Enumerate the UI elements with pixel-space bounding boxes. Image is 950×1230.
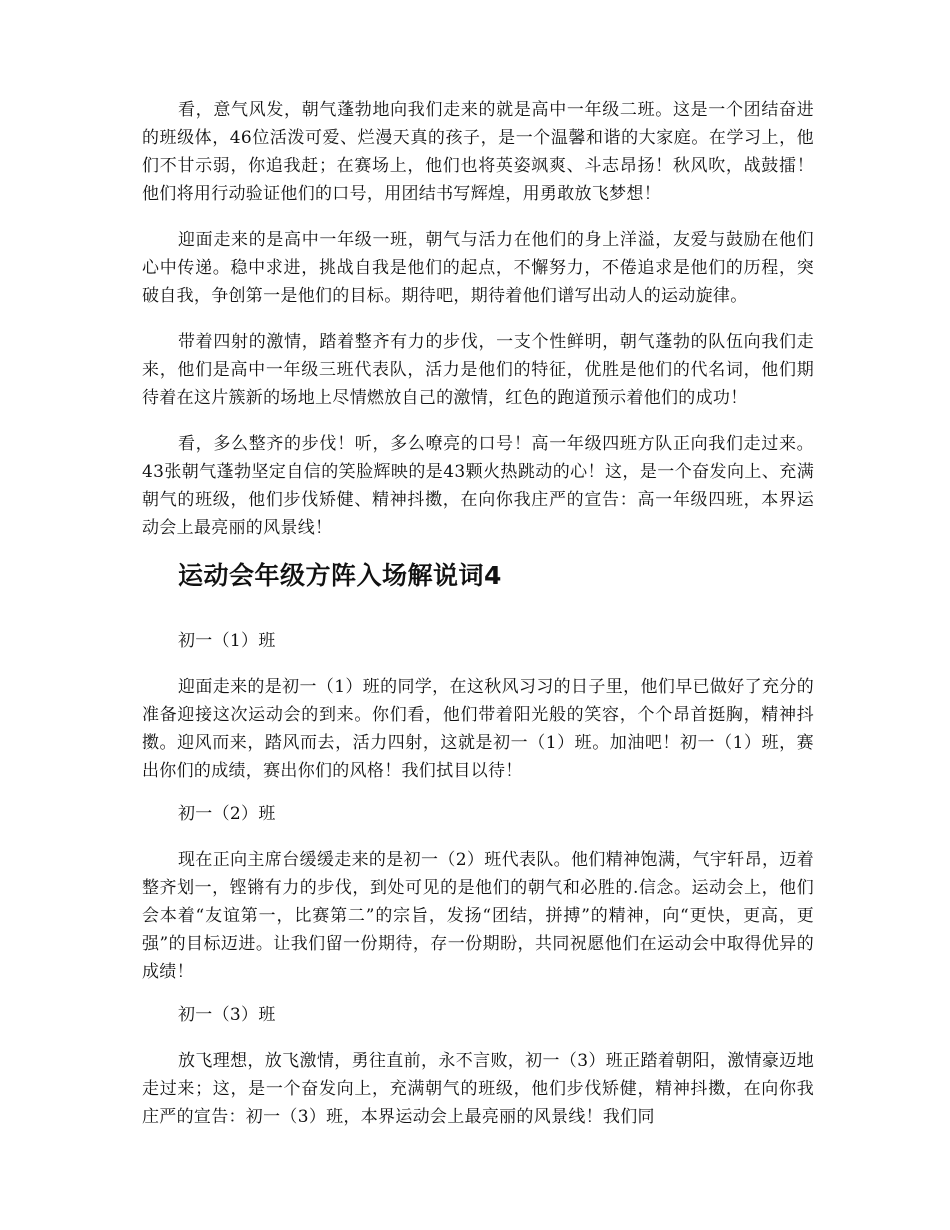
class-label-2: 初一（2）班 <box>178 804 276 824</box>
section-heading: 运动会年级方阵入场解说词4 <box>178 561 502 590</box>
paragraph-class-1: 迎面走来的是高中一年级一班，朝气与活力在他们的身上洋溢，友爱与鼓励在他们心中传递。稳中求进，挑战自我是他们的起点，不懈努力，不倦追求是他们的历程，突破自我，争创第一是他们的目标。期待吧，期待着他们谱写出动人的运动旋律。 <box>142 230 814 306</box>
class-label-3: 初一（3）班 <box>178 1005 276 1025</box>
paragraph-class-3: 带着四射的激情，踏着整齐有力的步伐，一支个性鲜明，朝气蓬勃的队伍向我们走来，他们是高中一年级三班代表队，活力是他们的特征，优胜是他们的代名词，他们期待着在这片簇新的场地上尽情燃放自己的激情，红色的跑道预示着他们的成功！ <box>142 332 814 408</box>
document-page <box>142 96 814 1131</box>
class-text-1: 迎面走来的是初一（1）班的同学，在这秋风习习的日子里，他们早已做好了充分的准备迎接这次运动会的到来。你们看，他们带着阳光般的笑容，个个昂首挺胸，精神抖擞。迎风而来，踏风而去，活力四射，这就是初一（1）班。加油吧！初一（1）班，赛出你们的成绩，赛出你们的风格！我们拭目以待！ <box>142 677 814 781</box>
class-text-3: 放飞理想，放飞激情，勇往直前，永不言败，初一（3）班正踏着朝阳，激情豪迈地走过来；这，是一个奋发向上，充满朝气的班级，他们步伐矫健，精神抖擞，在向你我庄严的宣告：初一（3）班，本界运动会上最亮丽的风景线！我们同 <box>142 1051 814 1127</box>
class-text-2: 现在正向主席台缓缓走来的是初一（2）班代表队。他们精神饱满，气宇轩昂，迈着整齐划一，铿锵有力的步伐，到处可见的是他们的朝气和必胜的.信念。运动会上，他们会本着“友谊第一，比赛第二”的宗旨，发扬“团结，拼搏”的精神，向“更快，更高，更强”的目标迈进。让我们留一份期待，存一份期盼，共同祝愿他们在运动会中取得优异的成绩！ <box>142 850 814 982</box>
paragraph-class-2: 看，意气风发，朝气蓬勃地向我们走来的就是高中一年级二班。这是一个团结奋进的班级体，46位活泼可爱、烂漫天真的孩子，是一个温馨和谐的大家庭。在学习上，他们不甘示弱，你追我赶；在赛场上，他们也将英姿飒爽、斗志昂扬！秋风吹，战鼓擂！他们将用行动验证他们的口号，用团结书写辉煌，用勇敢放飞梦想！ <box>142 100 814 204</box>
paragraph-class-4: 看，多么整齐的步伐！听，多么嘹亮的口号！高一年级四班方队正向我们走过来。43张朝气蓬勃坚定自信的笑脸辉映的是43颗火热跳动的心！这，是一个奋发向上、充满朝气的班级，他们步伐矫健、精神抖擞，在向你我庄严的宣告：高一年级四班，本界运动会上最亮丽的风景线！ <box>142 434 814 538</box>
class-label-1: 初一（1）班 <box>178 631 276 651</box>
